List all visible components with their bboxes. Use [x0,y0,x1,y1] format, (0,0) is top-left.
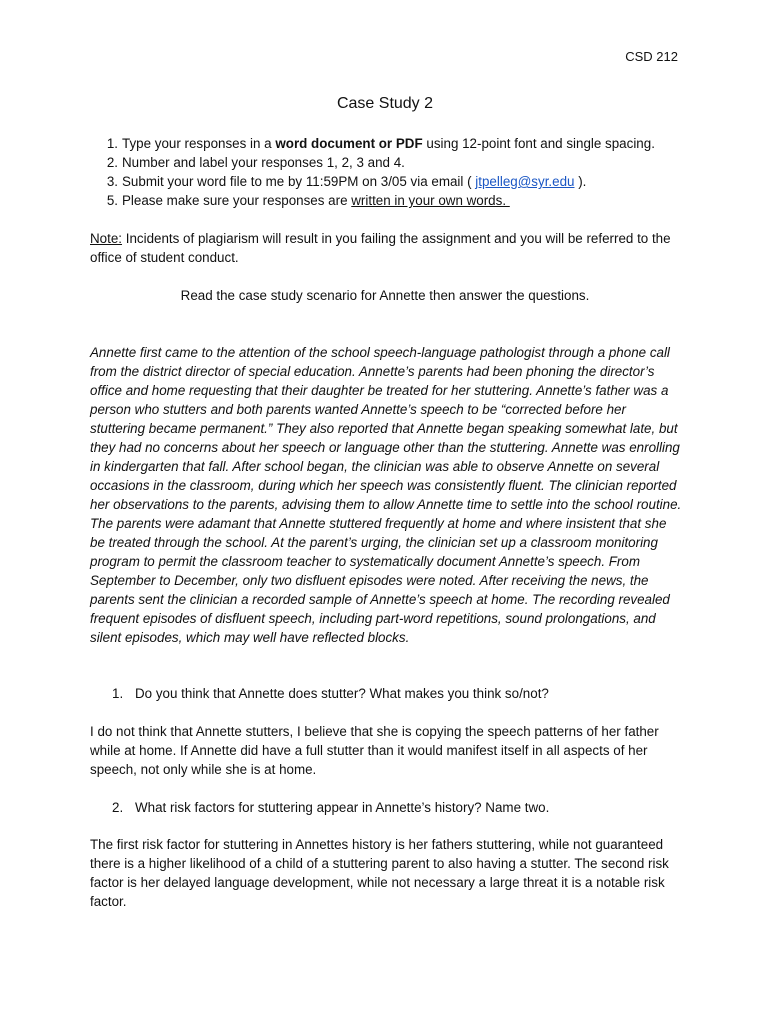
instruction-number: 3. [106,174,118,189]
note-text: Incidents of plagiarism will result in you failing the assignment and you will be referred to the office of student conduct. [90,231,671,265]
instruction-item [90,191,680,210]
underlined-emphasis: written in your own words. [351,193,510,208]
question-number: 1. [112,686,124,701]
instruction-item [90,153,680,172]
instruction-text: Number and label your responses 1, 2, 3 and 4. [122,155,405,170]
answer-1: I do not think that Annette stutters, I believe that she is copying the speech patterns of her father while at home. If Annette did have a full stutter than it would manifest itself in all aspects of her speech, not only while she is at home. [90,724,659,777]
plagiarism-note [90,229,680,267]
instruction-text: Submit your word file to me by 11:59PM on 3/05 via email ( jtpelleg@syr.edu ). [122,174,587,189]
email-link[interactable]: jtpelleg@syr.edu [475,174,575,189]
instruction-list [90,134,680,210]
instruction-text: Please make sure your responses are written in your own words. [122,193,510,208]
read-prompt: Read the case study scenario for Annette then answer the questions. [180,288,590,303]
format-emphasis: word document or PDF [275,136,423,151]
instruction-number: 5. [106,193,118,208]
instruction-number: 2. [106,155,118,170]
instruction-number: 1. [106,136,118,151]
note-label: Note: [90,231,123,246]
instruction-item [90,172,680,191]
question-text: Do you think that Annette does stutter? What makes you think so/not? [135,686,549,701]
instruction-item [90,134,680,153]
course-code: CSD 212 [625,49,678,64]
document-title: Case Study 2 [336,95,434,112]
question-1 [90,684,680,703]
instruction-text: Type your responses in a word document or PDF using 12-point font and single spacing. [122,136,655,151]
case-scenario: Annette first came to the attention of the school speech-language pathologist through a phone call from the district director of special education. Annette’s parents had been phoning the director’s office and home requesting that their daughter be treated for her stuttering. Annette’s father was a person who stutters and both parents wanted Annette’s speech to be “corrected before her stuttering became permanent.” They also reported that Annette began speaking somewhat late, but they had no concerns about her speech or language other than the stuttering. Annette was enrolling in kindergarten that fall. After school began, the clinician was able to observe Annette on several occasions in the classroom, during which her speech was consistently fluent. The clinician reported her observations to the parents, advising them to allow Annette time to settle into the school routine. The parents were adamant that Annette stuttered frequently at home and where insistent that she be treated through the school. At the parent’s urging, the clinician set up a classroom monitoring program to permit the classroom teacher to systematically document Annette’s speech. From September to December, only two disfluent episodes were noted. After receiving the news, the parents sent the clinician a recorded sample of Annette’s speech at home. The recording revealed frequent episodes of disfluent speech, including part-word repetitions, sound prolongations, and silent episodes, which may well have reflected blocks. [90,345,682,645]
question-text: What risk factors for stuttering appear in Annette’s history? Name two. [135,800,550,815]
answer-2: The first risk factor for stuttering in Annettes history is her fathers stuttering, while not guaranteed there is a higher likelihood of a child of a stuttering parent to also having a stutter. The second risk factor is her delayed language development, while not necessary a large threat it is a notable risk factor. [90,837,669,909]
question-2 [90,798,680,817]
question-number: 2. [112,800,124,815]
